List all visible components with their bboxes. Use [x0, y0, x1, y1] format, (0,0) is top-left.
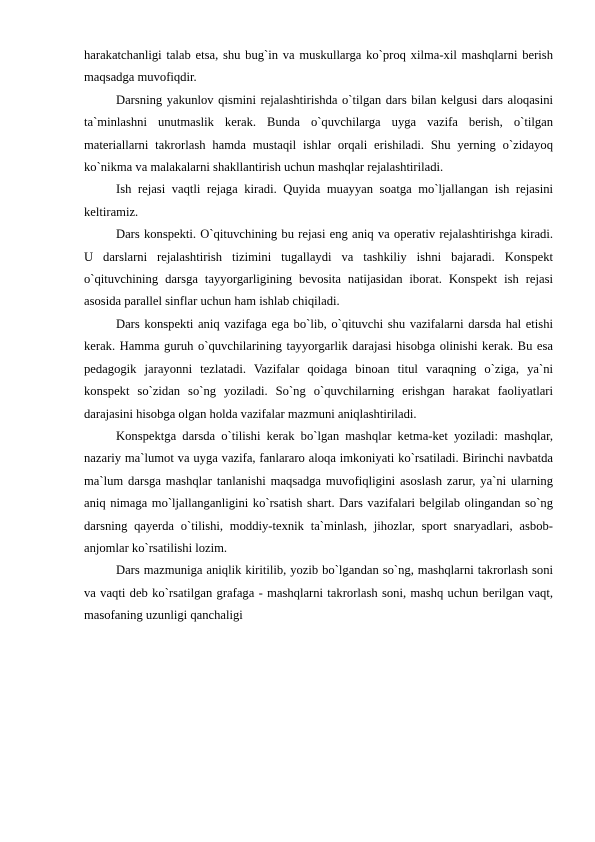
paragraph-lesson-final-part: Darsning yakunlov qismini rejalashtirishda o`tilgan dars bilan kelgusi dars aloqasini ta`minlashni unutmaslik kerak. Bunda o`quvchilarga uyga vazifa berish, o`tilgan materiallarni takrorlash hamda mustaqil ishlar orqali erishiladi. Shu yerning o`zidayoq ko`nikma va malakalarni shakllantirish uchun mashqlar rejalashtiriladi.	[84, 92, 553, 175]
paragraph-work-plan: Ish rejasi vaqtli rejaga kiradi. Quyida muayyan soatga mo`ljallangan ish rejasini keltiramiz.	[84, 182, 553, 219]
paragraph-continuation: harakatchanligi talab etsa, shu bug`in va muskullarga ko`proq xilma-xil mashqlarni berish maqsadga muvofiqdir.	[84, 48, 553, 85]
paragraph-outline-exercises: Konspektga darsda o`tilishi kerak bo`lgan mashqlar ketma-ket yoziladi: mashqlar, nazariy ma`lumot va uyga vazifa, fanlararo aloqa imkoniyati ko`rsatiladi. Birinchi navbatda ma`lum darsga mashqlar tanlanishi maqsadga muvofiqligini asoslash zarur, ya`ni ularning aniq nimaga mo`ljallanganligini ko`rsatish shart. Dars vazifalari belgilab olingandan so`ng darsning qayerda o`tilishi, moddiy-texnik ta`minlash, jihozlar, sport snaryadlari, asbob-anjomlar ko`rsatilishi lozim.	[84, 428, 553, 555]
document-body	[84, 44, 553, 627]
paragraph-lesson-content: Dars mazmuniga aniqlik kiritilib, yozib bo`lgandan so`ng, mashqlarni takrorlash soni va vaqti deb ko`rsatilgan grafaga - mashqlarni takrorlash soni, mashq uchun berilgan vaqt, masofaning uzunligi qanchaligi	[84, 563, 553, 623]
paragraph-lesson-outline: Dars konspekti. O`qituvchining bu rejasi eng aniq va operativ rejalashtirishga kiradi. U darslarni rejalashtirish tizimini tugallaydi va tashkiliy ishni bajaradi. Konspekt o`qituvchining darsga tayyorgarligining bevosita natijasidan iborat. Konspekt ish rejasi asosida parallel sinflar uchun ham ishlab chiqiladi.	[84, 227, 553, 309]
paragraph-outline-tasks: Dars konspekti aniq vazifaga ega bo`lib, o`qituvchi shu vazifalarni darsda hal etishi kerak. Hamma guruh o`quvchilarining tayyorgarlik darajasi hisobga olinishi kerak. Bu esa pedagogik jarayonni tezlatadi. Vazifalar qoidaga binoan titul varaqning o`ziga, ya`ni konspekt so`zidan so`ng yoziladi. So`ng o`quvchilarning erishgan harakat faoliyatlari darajasini hisobga olgan holda vazifalar mazmuni aniqlashtiriladi.	[84, 316, 553, 421]
